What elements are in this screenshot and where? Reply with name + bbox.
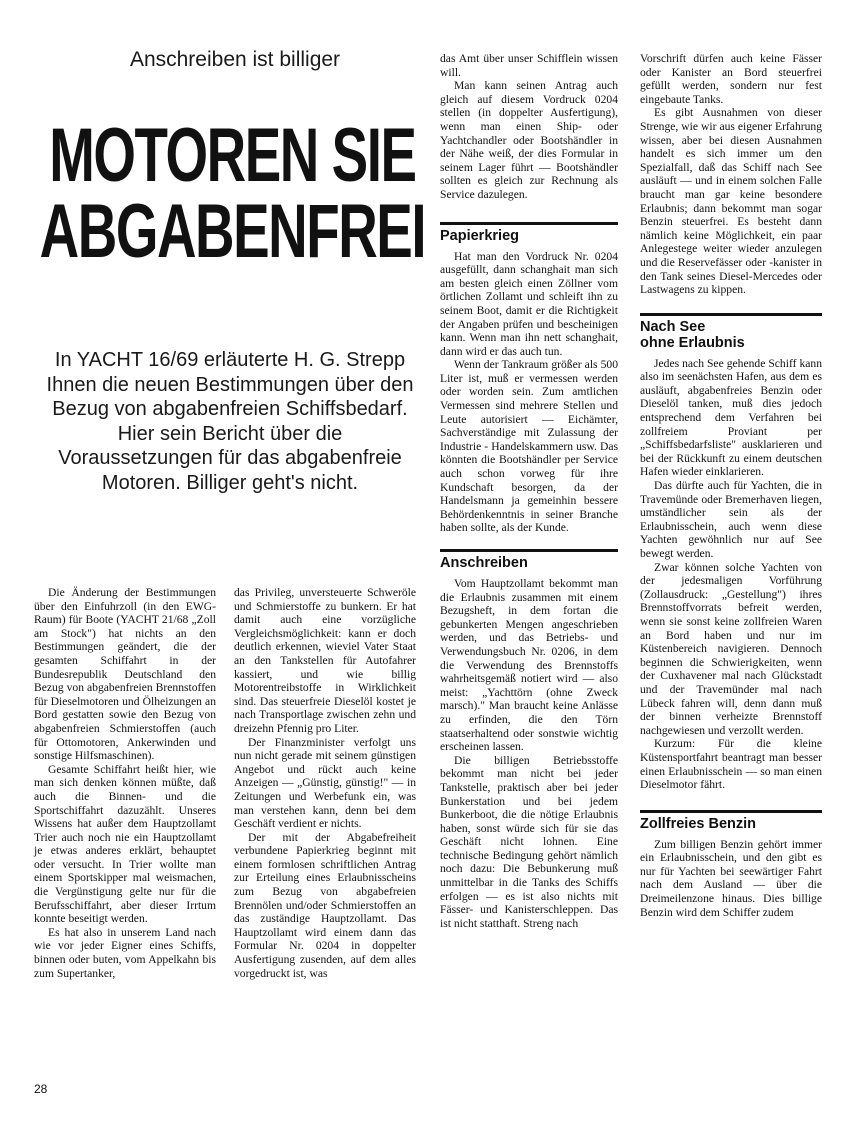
body-column-4 [640,52,822,919]
paragraph: Man kann seinen Antrag auch gleich auf diesem Vordruck 0204 stellen (in doppelter Ausfertigung), wenn man einen Ship- oder Yachtchandler oder Bootshändler in der Nähe weiß, der dies Formular in seinem Lager führt — Bootshändler sollten es gleich zur Rechnung als Service dazulegen. [440,79,618,201]
headline-line-2: ABGABENFREI [39,189,426,274]
subheading-papierkrieg: Papierkrieg [440,222,618,244]
paragraph: Zwar können solche Yachten von der jedesmaligen Vorführung (Zollausdruck: „Gestellung") ihres Brennstoffvorrats befreit werden, wenn sie sonst keine zollfreien Waren an Bord haben und nur im Küstenbereich navigieren. Dennoch beginnen die Schwierigkeiten, wenn der Cuxhavener mal nach Glückstadt und der Travemünder mal nach Lübeck fahren will, denn dann muß der binnen verheizte Brennstoff nachgewiesen und verzollt werden. [640,560,822,737]
paragraph: Der mit der Abgabefreiheit verbundene Papierkrieg beginnt mit einem formlosen schriftlichen Antrag zur Erteilung eines Erlaubnisscheins zum Bezug von abgabefreien Brennölen und/oder Schmierstoffen an das zuständige Hauptzollamt. Das Hauptzollamt wird einem dann das Formular Nr. 0204 in doppelter Ausfertigung zusenden, auf dem alles vorgedruckt ist, was [234,830,416,980]
paragraph: Es hat also in unserem Land nach wie vor jeder Eigner eines Schiffs, binnen oder buten, vom Appelkahn bis zum Supertanker, [34,925,216,980]
paragraph: Kurzum: Für die kleine Küstensportfahrt beantragt man besser einen Erlaubnisschein — so man einen Dieselmotor fährt. [640,737,822,792]
paragraph: das Amt über unser Schifflein wissen will. [440,52,618,79]
paragraph: Jedes nach See gehende Schiff kann also im seenächsten Hafen, aus dem es ausläuft, abgabenfreies Benzin oder Dieselöl tanken, muß dies jedoch entsprechend dem Verfahren bei zollfreiem Proviant per „Schiffsbedarfsliste" ausklarieren und bei der Rückkunft zu einem deutschen Hafen wieder einklarieren. [640,356,822,479]
paragraph: Wenn der Tankraum größer als 500 Liter ist, muß er vermessen werden oder worden sein. Zum amtlichen Vermessen sind mehrere Stellen und Leute autorisiert — Eichämter, Sachverständige mit Zulassung der Industrie - Handelskammern usw. Das könnten die Bootshändler per Service auch schon vorweg für ihre Kundschaft besorgen, da der Handelsmann ja gemeinhin bessere Behördenkenntnis in seiner Branche haben sollte, als der Kunde. [440,358,618,535]
paragraph: das Privileg, unversteuerte Schweröle und Schmierstoffe zu bunkern. Er hat damit auch eine vorzügliche Vergleichsmöglichkeit: kann er doch deutlich erkennen, wieviel Vater Staat an den Tankstellen für Autofahrer kassiert, und wie billig Motorentreibstoffe in Wirklichkeit sind. Das steuerfreie Dieselöl kostet je nach Transportlage zwischen zehn und dreizehn Pfennig pro Liter. [234,586,416,735]
paragraph: Es gibt Ausnahmen von dieser Strenge, wie wir aus eigener Erfahrung wissen, aber bei diesen Ausnahmen handelt es sich immer um den Spezialfall, daß das Schiff nach See ausläuft — und in einem solchen Falle braucht man gar keine besondere Erlaubnis; dann bekommt man sogar Benzin steuerfrei. Es besteht dann nämlich keine Möglichkeit, ein paar Anlegestege weiter wieder anzulegen und die Reservefässer oder -kanister in den Tank seines Diesel-Mercedes oder Lastwagens zu kippen. [640,106,822,297]
article-kicker: Anschreiben ist billiger [129,48,341,71]
paragraph: Vom Hauptzollamt bekommt man die Erlaubnis zusammen mit einem Bezugsheft, in dem fortan die gebunkerten Mengen angeschrieben werden, und das Betriebs- und Verwendungsbuch Nr. 0206, in dem die Verwendung des Brennstoffs wahrheitsgemäß notiert wird — also meist: „Yachttörn (ohne Zweck marsch)." Man braucht keine Anlässe zu erfinden, die den Törn staatserhaltend oder sonstwie wichtig erscheinen lassen. [440,577,618,754]
paragraph: Zum billigen Benzin gehört immer ein Erlaubnisschein, und den gibt es nur für Yachten bei seewärtiger Fahrt nach dem Ausland — über die Dreimeilenzone hinaus. Dies billige Benzin wird dem Schiffer zudem [640,837,822,919]
subheading-anschreiben: Anschreiben [440,549,618,571]
subheading-nach-see [640,313,822,351]
paragraph: Gesamte Schiffahrt heißt hier, wie man sich denken können müßte, daß auch die Binnen- und die Sportschiffahrt dazuzählt. Unseres Wissens hat außer dem Hauptzollamt Trier auch noch nie ein Hauptzollamt je etwas anderes erklärt, behauptet oder versucht. In Trier wollte man einem Sportskipper mal weismachen, die Vergünstigung gelte nur für die Berufsschiffahrt, aber dieser Irrtum konnte beseitigt werden. [34,762,216,926]
page-number: 28 [34,1082,48,1096]
paragraph: Hat man den Vordruck Nr. 0204 ausgefüllt, dann schanghait man sich am besten gleich einen Zöllner vom örtlichen Zollamt und schleift ihn zu seinem Boot, damit er die Richtigkeit der Angaben prüfen und bescheinigen kann. Wenn man ihn nett schanghait, dann wird er das auch tun. [440,249,618,358]
paragraph: Das dürfte auch für Yachten, die in Travemünde oder Bremerhaven liegen, umständlicher sein als der Erlaubnisschein, auch wenn diese Yachten gewöhnlich nur auf See bewegt werden. [640,479,822,560]
article-deck: In YACHT 16/69 erläuterte H. G. Strepp Ihnen die neuen Bestimmungen über den Bezug von abgabenfreien Schiffsbedarf. Hier sein Bericht über die Voraussetzungen für das abgabenfreie Motoren. Billiger geht's nicht. [46,349,414,494]
paragraph: Die Änderung der Bestimmungen über den Einfuhrzoll (in den EWG-Raum) für Boote (YACHT 21/68 „Zoll am Stock") hat nichts an den Bestimmungen geändert, die der gesamten Schiffahrt in der Bundesrepublik Deutschland den Bezug von abgabenfreien Brennstoffen für Dieselmotoren und Ölheizungen an Bord gestatten sowie den Bezug von abgabenfreien Schmierstoffen (auch für Ottomotoren, Ankerwinden und sonstige Hilfsmaschinen). [34,586,216,763]
subheading-line: ohne Erlaubnis [640,334,745,351]
paragraph: Der Finanzminister verfolgt uns nun nicht gerade mit seinem günstigen Angebot und rückt auch keine Anzeigen — „Günstig, günstig!" — in Zeitungen und Werbefunk ein, was man verstehen kann, denn bei dem Geschäft verdient er nichts. [234,735,416,831]
article-headline [38,113,427,274]
paragraph: Die billigen Betriebsstoffe bekommt man nicht bei jeder Tankstelle, praktisch aber bei jeder Bunkerstation und bei jedem Bunkerboot, die die nötige Erlaubnis haben, sonst würde sich für sie das Geschäft nicht lohnen. Eine technische Bedingung gehört nämlich noch dazu: Die Bebunkerung muß unmittelbar in die Tanks des Schiffs erfolgen — es ist also nichts mit Fässer- und Kanisterschleppen. Das ist nicht statthaft. Streng nach [440,753,618,930]
paragraph: Vorschrift dürfen auch keine Fässer oder Kanister an Bord steuerfrei gefüllt werden, sondern nur fest eingebaute Tanks. [640,52,822,106]
subheading-zollfreies-benzin: Zollfreies Benzin [640,810,822,832]
body-column-3 [440,52,618,930]
subheading-line: Nach See [640,318,706,335]
body-column-1 [34,586,216,980]
headline-line-1: MOTOREN SIE [49,113,416,198]
body-column-2 [234,586,416,980]
